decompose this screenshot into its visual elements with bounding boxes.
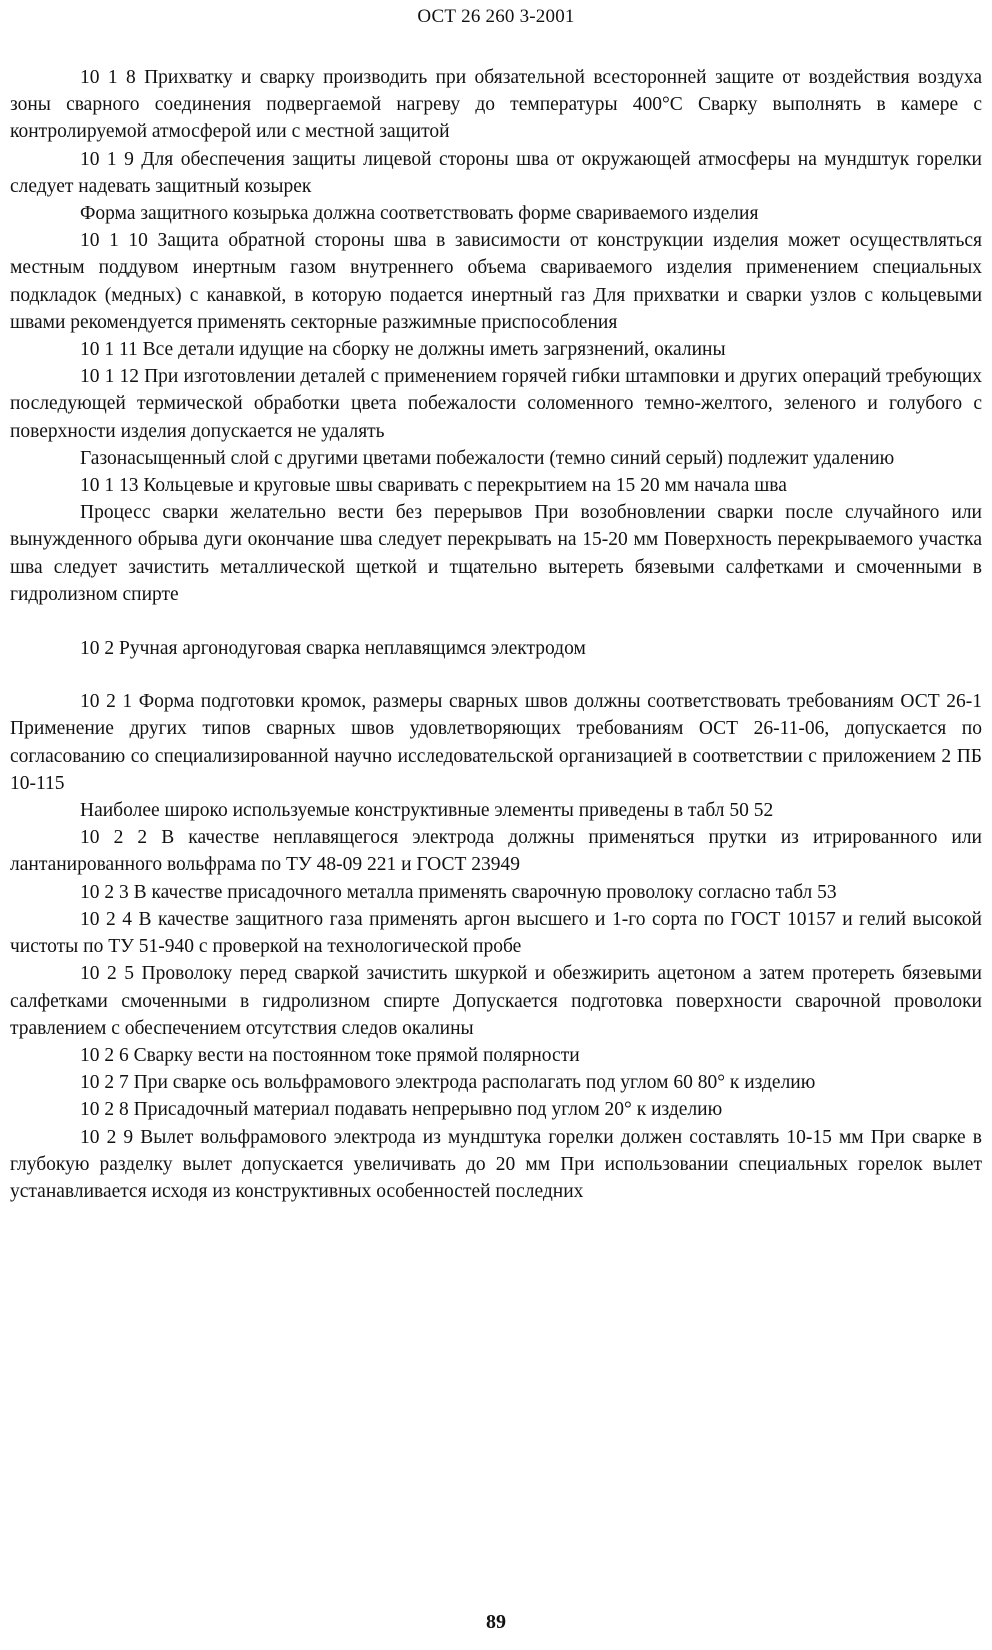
page-number: 89 xyxy=(486,1611,506,1633)
document-body xyxy=(10,64,982,1205)
paragraph-table-ref: Наиболее широко используемые конструктивные элементы приведены в табл 50 52 xyxy=(80,800,774,822)
document-header: ОСТ 26 260 3-2001 xyxy=(417,6,575,27)
paragraph-10-2-7: 10 2 7 При сварке ось вольфрамового электрода располагать под углом 60 80° к изделию xyxy=(80,1072,816,1094)
paragraph-10-2-4: 10 2 4 В качестве защитного газа применять аргон высшего и 1-го сорта по ГОСТ 10157 и гелий высокой чистоты по ТУ 51-940 с проверкой на технологической пробе xyxy=(10,908,982,958)
paragraph-10-2-8: 10 2 8 Присадочный материал подавать непрерывно под углом 20° к изделию xyxy=(80,1099,723,1121)
paragraph-gas-layer: Газонасыщенный слой с другими цветами побежалости (темно синий серый) подлежит удалению xyxy=(80,447,895,469)
paragraph-10-2-9: 10 2 9 Вылет вольфрамового электрода из мундштука горелки должен составлять 10-15 мм При сварке в глубокую разделку вылет допускается увеличивать до 20 мм При использовании специальных горелок вылет устанавливается исходя из конструктивных особенностей последних xyxy=(10,1126,982,1202)
paragraph-welding-process: Процесс сварки желательно вести без перерывов При возобновлении сварки после случайного или вынужденного обрыва дуги окончание шва следует перекрывать на 15-20 мм Поверхность перекрываемого участка шва следует зачистить металлической щеткой и тщательно вытереть бязевыми салфетками и смоченными в гидролизном спирте xyxy=(10,502,982,605)
paragraph-10-1-13: 10 1 13 Кольцевые и круговые швы сваривать с перекрытием на 15 20 мм начала шва xyxy=(80,475,787,497)
paragraph-10-2-2: 10 2 2 В качестве неплавящегося электрода должны применяться прутки из итрированного или лантанированного вольфрама по ТУ 48-09 221 и ГОСТ 23949 xyxy=(10,827,982,876)
paragraph-10-2-1: 10 2 1 Форма подготовки кромок, размеры сварных швов должны соответствовать требованиям ОСТ 26-1 Применение других типов сварных швов удовлетворяющих требованиям ОСТ 26-11-06, допускается по согласованию со специализированной научно исследовательской организацией в соответствии с приложением 2 ПБ 10-115 xyxy=(10,691,982,794)
paragraph-visor-form: Форма защитного козырька должна соответствовать форме свариваемого изделия xyxy=(80,203,759,225)
paragraph-10-1-12: 10 1 12 При изготовлении деталей с применением горячей гибки штамповки и других операций требующих последующей термической обработки цвета побежалости соломенного темно-желтого, зеленого и голубого с поверхности изделия допускается не удалять xyxy=(10,366,982,442)
section-heading-10-2: 10 2 Ручная аргонодуговая сварка неплавящимся электродом xyxy=(80,638,586,660)
paragraph-10-2-3: 10 2 3 В качестве присадочного металла применять сварочную проволоку согласно табл 53 xyxy=(80,881,837,903)
paragraph-10-2-6: 10 2 6 Сварку вести на постоянном токе прямой полярности xyxy=(80,1044,580,1066)
paragraph-10-1-11: 10 1 11 Все детали идущие на сборку не должны иметь загрязнений, окалины xyxy=(80,339,726,361)
paragraph-10-1-9: 10 1 9 Для обеспечения защиты лицевой стороны шва от окружающей атмосферы на мундштук горелки следует надевать защитный козырек xyxy=(10,148,982,197)
paragraph-10-1-10: 10 1 10 Защита обратной стороны шва в зависимости от конструкции изделия может осуществляться местным поддувом инертным газом внутреннего объема свариваемого изделия применением специальных подкладок (медных) с канавкой, в которую подается инертный газ Для прихватки и сварки узлов с кольцевыми швами рекомендуется применять секторные разжимные приспособления xyxy=(10,230,982,333)
paragraph-10-1-8: 10 1 8 Прихватку и сварку производить при обязательной всесторонней защите от воздействия воздуха зоны сварного соединения подвергаемой нагреву до температуры 400°С Сварку выполнять в камере с контролируемой атмосферой или с местной защитой xyxy=(10,67,982,143)
paragraph-10-2-5: 10 2 5 Проволоку перед сваркой зачистить шкуркой и обезжирить ацетоном а затем протереть бязевыми салфетками смоченными в гидролизном спирте Допускается подготовка поверхности сварочной проволоки травлением с обеспечением отсутствия следов окалины xyxy=(10,963,982,1039)
